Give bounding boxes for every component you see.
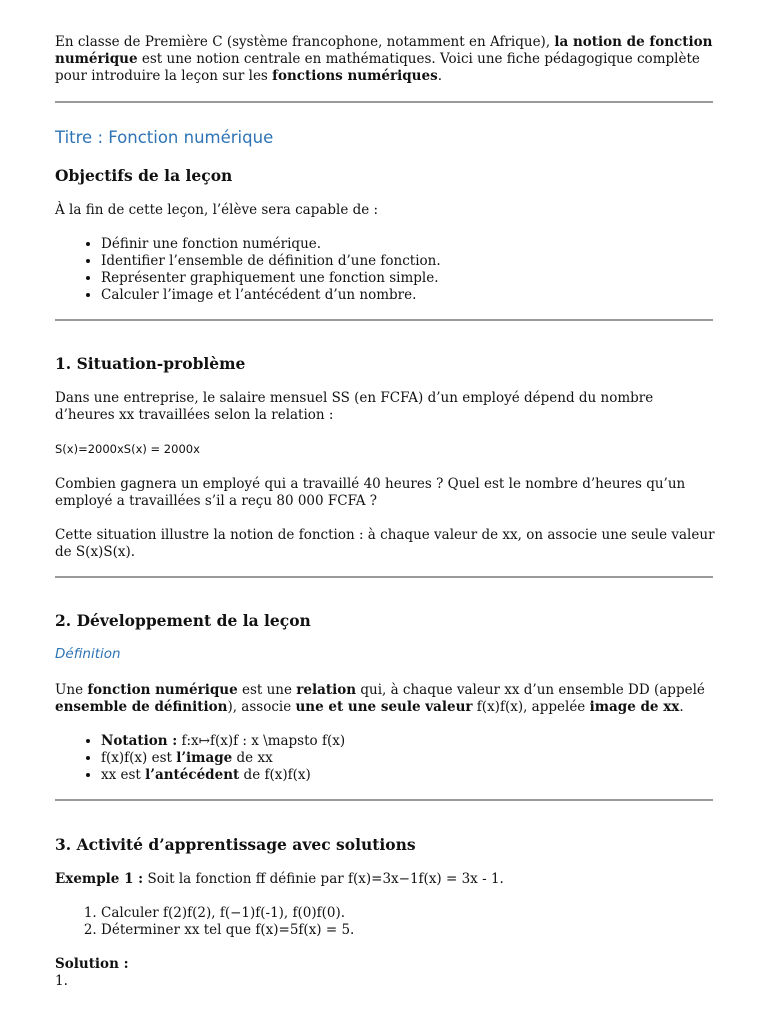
- intro-text: .: [437, 68, 442, 84]
- solution-label: Solution :: [55, 956, 129, 972]
- intro-text: En classe de Première C (système francophone, notamment en Afrique),: [55, 34, 555, 50]
- divider: [55, 799, 713, 801]
- divider: [55, 101, 713, 103]
- divider: [55, 576, 713, 578]
- definition-paragraph: Une fonction numérique est une relation qui, à chaque valeur xx d’un ensemble DD (appelé ensemble de définition), associe une et une seule valeur f(x)f(x), appelée image de xx.: [55, 682, 705, 715]
- intro-bold: fonctions numériques: [272, 68, 438, 84]
- section1-paragraph: Dans une entreprise, le salaire mensuel SS (en FCFA) d’un employé dépend du nombre d’heures xx travaillées selon la relation :: [55, 390, 654, 423]
- section3-heading: 3. Activité d’apprentissage avec solutions: [55, 835, 416, 854]
- list-item: • Représenter graphiquement une fonction simple.: [101, 270, 761, 287]
- list-item: • Notation : f:x↦f(x)f : x \mapsto f(x): [101, 733, 761, 750]
- salary-formula: S(x)=2000xS(x) = 2000x: [55, 442, 200, 456]
- document-title: Titre : Fonction numérique: [55, 128, 274, 147]
- list-item: • xx est l’antécédent de f(x)f(x): [101, 767, 761, 784]
- section1-conclusion: Cette situation illustre la notion de fonction : à chaque valeur de xx, on associe une seule valeur de S(x)S(x).: [55, 527, 715, 560]
- section1-question: Combien gagnera un employé qui a travaillé 40 heures ? Quel est le nombre d’heures qu’un employé a travaillées s’il a reçu 80 000 FCFA ?: [55, 476, 686, 509]
- list-item: • f(x)f(x) est l’image de xx: [101, 750, 761, 767]
- solution-block: [55, 956, 715, 990]
- solution-first-step: 1.: [55, 973, 68, 989]
- objectives-lead: À la fin de cette leçon, l’élève sera capable de :: [55, 202, 379, 218]
- list-item: • Calculer l’image et l’antécédent d’un nombre.: [101, 287, 761, 304]
- example-steps: [55, 905, 761, 939]
- example-paragraph: Exemple 1 : Soit la fonction ff définie par f(x)=3x−1f(x) = 3x - 1.: [55, 871, 504, 887]
- definition-bullets: [55, 733, 761, 784]
- list-item: 2. Déterminer xx tel que f(x)=5f(x) = 5.: [101, 922, 761, 939]
- list-item: • Identifier l’ensemble de définition d’une fonction.: [101, 253, 761, 270]
- intro-paragraph: [55, 34, 715, 85]
- definition-subheading: Définition: [55, 646, 121, 662]
- list-item: 1. Calculer f(2)f(2), f(−1)f(-1), f(0)f(0).: [101, 905, 761, 922]
- objectives-list: [55, 236, 761, 304]
- list-item: • Définir une fonction numérique.: [101, 236, 761, 253]
- intro-bold: la notion de fonction numérique: [55, 34, 713, 67]
- divider: [55, 319, 713, 321]
- section2-heading: 2. Développement de la leçon: [55, 611, 311, 630]
- intro-text: est une notion centrale en mathématiques. Voici une fiche pédagogique complète pour introduire la leçon sur les: [55, 51, 700, 84]
- section1-heading: 1. Situation-problème: [55, 354, 246, 373]
- objectives-heading: Objectifs de la leçon: [55, 166, 233, 185]
